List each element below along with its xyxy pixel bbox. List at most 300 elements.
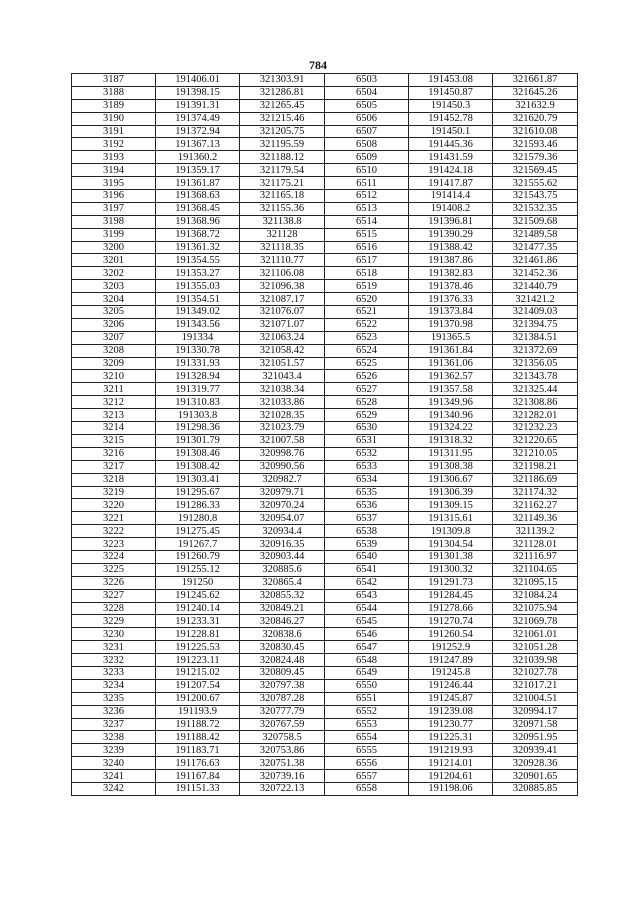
point-id-cell: 6514 bbox=[325, 215, 409, 228]
y-coordinate-cell: 321461.86 bbox=[493, 254, 578, 267]
point-id-cell: 6507 bbox=[325, 125, 409, 138]
y-coordinate-cell: 321610.08 bbox=[493, 125, 578, 138]
point-id-cell: 6553 bbox=[325, 718, 409, 731]
y-coordinate-cell: 321138.8 bbox=[240, 215, 325, 228]
point-id-cell: 3204 bbox=[72, 293, 156, 306]
table-row bbox=[72, 396, 578, 409]
x-coordinate-cell: 191328.94 bbox=[156, 370, 240, 383]
table-row bbox=[72, 370, 578, 383]
y-coordinate-cell: 321452.36 bbox=[493, 267, 578, 280]
x-coordinate-cell: 191286.33 bbox=[156, 499, 240, 512]
y-coordinate-cell: 321325.44 bbox=[493, 383, 578, 396]
x-coordinate-cell: 191353.27 bbox=[156, 267, 240, 280]
x-coordinate-cell: 191275.45 bbox=[156, 525, 240, 538]
point-id-cell: 3224 bbox=[72, 550, 156, 563]
point-id-cell: 3230 bbox=[72, 628, 156, 641]
point-id-cell: 3210 bbox=[72, 370, 156, 383]
point-id-cell: 6510 bbox=[325, 164, 409, 177]
y-coordinate-cell: 321543.75 bbox=[493, 190, 578, 203]
y-coordinate-cell: 320846.27 bbox=[240, 615, 325, 628]
x-coordinate-cell: 191306.39 bbox=[409, 486, 493, 499]
point-id-cell: 3195 bbox=[72, 177, 156, 190]
x-coordinate-cell: 191315.61 bbox=[409, 512, 493, 525]
y-coordinate-cell: 321593.46 bbox=[493, 138, 578, 151]
point-id-cell: 3207 bbox=[72, 331, 156, 344]
point-id-cell: 3188 bbox=[72, 86, 156, 99]
point-id-cell: 6504 bbox=[325, 86, 409, 99]
point-id-cell: 6527 bbox=[325, 383, 409, 396]
x-coordinate-cell: 191300.32 bbox=[409, 563, 493, 576]
y-coordinate-cell: 320797.38 bbox=[240, 679, 325, 692]
point-id-cell: 3242 bbox=[72, 782, 156, 795]
point-id-cell: 3218 bbox=[72, 473, 156, 486]
x-coordinate-cell: 191298.36 bbox=[156, 422, 240, 435]
y-coordinate-cell: 321421.2 bbox=[493, 293, 578, 306]
y-coordinate-cell: 320934.4 bbox=[240, 525, 325, 538]
x-coordinate-cell: 191151.33 bbox=[156, 782, 240, 795]
point-id-cell: 6555 bbox=[325, 744, 409, 757]
x-coordinate-cell: 191330.78 bbox=[156, 344, 240, 357]
x-coordinate-cell: 191245.62 bbox=[156, 589, 240, 602]
page-number: 784 bbox=[309, 58, 327, 72]
x-coordinate-cell: 191301.38 bbox=[409, 550, 493, 563]
x-coordinate-cell: 191408.2 bbox=[409, 202, 493, 215]
y-coordinate-cell: 321384.51 bbox=[493, 331, 578, 344]
x-coordinate-cell: 191378.46 bbox=[409, 280, 493, 293]
x-coordinate-cell: 191219.93 bbox=[409, 744, 493, 757]
point-id-cell: 3214 bbox=[72, 422, 156, 435]
x-coordinate-cell: 191230.77 bbox=[409, 718, 493, 731]
x-coordinate-cell: 191247.89 bbox=[409, 654, 493, 667]
y-coordinate-cell: 320849.21 bbox=[240, 602, 325, 615]
point-id-cell: 3219 bbox=[72, 486, 156, 499]
point-id-cell: 3233 bbox=[72, 666, 156, 679]
table-body bbox=[72, 74, 578, 796]
y-coordinate-cell: 321087.17 bbox=[240, 293, 325, 306]
y-coordinate-cell: 321051.28 bbox=[493, 641, 578, 654]
x-coordinate-cell: 191361.32 bbox=[156, 241, 240, 254]
y-coordinate-cell: 320767.59 bbox=[240, 718, 325, 731]
y-coordinate-cell: 321175.21 bbox=[240, 177, 325, 190]
x-coordinate-cell: 191309.15 bbox=[409, 499, 493, 512]
y-coordinate-cell: 321149.36 bbox=[493, 512, 578, 525]
x-coordinate-cell: 191308.42 bbox=[156, 460, 240, 473]
table-row bbox=[72, 125, 578, 138]
x-coordinate-cell: 191334 bbox=[156, 331, 240, 344]
y-coordinate-cell: 321017.21 bbox=[493, 679, 578, 692]
x-coordinate-cell: 191176.63 bbox=[156, 757, 240, 770]
point-id-cell: 6525 bbox=[325, 357, 409, 370]
table-row bbox=[72, 409, 578, 422]
point-id-cell: 6528 bbox=[325, 396, 409, 409]
y-coordinate-cell: 321555.62 bbox=[493, 177, 578, 190]
x-coordinate-cell: 191354.51 bbox=[156, 293, 240, 306]
point-id-cell: 3196 bbox=[72, 190, 156, 203]
x-coordinate-cell: 191228.81 bbox=[156, 628, 240, 641]
table-row bbox=[72, 383, 578, 396]
table-row bbox=[72, 538, 578, 551]
y-coordinate-cell: 321004.51 bbox=[493, 692, 578, 705]
table-row bbox=[72, 718, 578, 731]
point-id-cell: 3235 bbox=[72, 692, 156, 705]
x-coordinate-cell: 191360.2 bbox=[156, 151, 240, 164]
y-coordinate-cell: 320928.36 bbox=[493, 757, 578, 770]
y-coordinate-cell: 321039.98 bbox=[493, 654, 578, 667]
y-coordinate-cell: 321220.65 bbox=[493, 434, 578, 447]
point-id-cell: 3201 bbox=[72, 254, 156, 267]
point-id-cell: 6529 bbox=[325, 409, 409, 422]
y-coordinate-cell: 320979.71 bbox=[240, 486, 325, 499]
point-id-cell: 6509 bbox=[325, 151, 409, 164]
point-id-cell: 3236 bbox=[72, 705, 156, 718]
point-id-cell: 6508 bbox=[325, 138, 409, 151]
table-row bbox=[72, 318, 578, 331]
point-id-cell: 6531 bbox=[325, 434, 409, 447]
point-id-cell: 3237 bbox=[72, 718, 156, 731]
table-row bbox=[72, 74, 578, 87]
y-coordinate-cell: 320901.65 bbox=[493, 770, 578, 783]
y-coordinate-cell: 320758.5 bbox=[240, 731, 325, 744]
x-coordinate-cell: 191188.42 bbox=[156, 731, 240, 744]
y-coordinate-cell: 321061.01 bbox=[493, 628, 578, 641]
x-coordinate-cell: 191303.41 bbox=[156, 473, 240, 486]
point-id-cell: 6519 bbox=[325, 280, 409, 293]
point-id-cell: 6539 bbox=[325, 538, 409, 551]
point-id-cell: 3221 bbox=[72, 512, 156, 525]
point-id-cell: 6550 bbox=[325, 679, 409, 692]
x-coordinate-cell: 191382.83 bbox=[409, 267, 493, 280]
y-coordinate-cell: 321038.34 bbox=[240, 383, 325, 396]
point-id-cell: 3223 bbox=[72, 538, 156, 551]
point-id-cell: 3217 bbox=[72, 460, 156, 473]
point-id-cell: 6540 bbox=[325, 550, 409, 563]
y-coordinate-cell: 321063.24 bbox=[240, 331, 325, 344]
point-id-cell: 6535 bbox=[325, 486, 409, 499]
point-id-cell: 3213 bbox=[72, 409, 156, 422]
table-row bbox=[72, 190, 578, 203]
x-coordinate-cell: 191308.38 bbox=[409, 460, 493, 473]
x-coordinate-cell: 191372.94 bbox=[156, 125, 240, 138]
y-coordinate-cell: 321069.78 bbox=[493, 615, 578, 628]
point-id-cell: 6513 bbox=[325, 202, 409, 215]
x-coordinate-cell: 191280.8 bbox=[156, 512, 240, 525]
y-coordinate-cell: 321116.97 bbox=[493, 550, 578, 563]
table-row bbox=[72, 679, 578, 692]
y-coordinate-cell: 320855.32 bbox=[240, 589, 325, 602]
x-coordinate-cell: 191357.58 bbox=[409, 383, 493, 396]
y-coordinate-cell: 321162.27 bbox=[493, 499, 578, 512]
point-id-cell: 6557 bbox=[325, 770, 409, 783]
x-coordinate-cell: 191291.73 bbox=[409, 576, 493, 589]
y-coordinate-cell: 321569.45 bbox=[493, 164, 578, 177]
point-id-cell: 3200 bbox=[72, 241, 156, 254]
x-coordinate-cell: 191214.01 bbox=[409, 757, 493, 770]
point-id-cell: 6523 bbox=[325, 331, 409, 344]
y-coordinate-cell: 321661.87 bbox=[493, 74, 578, 87]
point-id-cell: 6505 bbox=[325, 99, 409, 112]
point-id-cell: 6506 bbox=[325, 112, 409, 125]
table-row bbox=[72, 576, 578, 589]
point-id-cell: 6549 bbox=[325, 666, 409, 679]
x-coordinate-cell: 191310.83 bbox=[156, 396, 240, 409]
x-coordinate-cell: 191406.01 bbox=[156, 74, 240, 87]
x-coordinate-cell: 191343.56 bbox=[156, 318, 240, 331]
table-row bbox=[72, 254, 578, 267]
table-row bbox=[72, 344, 578, 357]
x-coordinate-cell: 191331.93 bbox=[156, 357, 240, 370]
table-row bbox=[72, 112, 578, 125]
table-row bbox=[72, 460, 578, 473]
point-id-cell: 3228 bbox=[72, 602, 156, 615]
y-coordinate-cell: 320982.7 bbox=[240, 473, 325, 486]
point-id-cell: 3216 bbox=[72, 447, 156, 460]
x-coordinate-cell: 191391.31 bbox=[156, 99, 240, 112]
x-coordinate-cell: 191398.15 bbox=[156, 86, 240, 99]
y-coordinate-cell: 320722.13 bbox=[240, 782, 325, 795]
x-coordinate-cell: 191354.55 bbox=[156, 254, 240, 267]
y-coordinate-cell: 320838.6 bbox=[240, 628, 325, 641]
point-id-cell: 3206 bbox=[72, 318, 156, 331]
x-coordinate-cell: 191373.84 bbox=[409, 306, 493, 319]
table-row bbox=[72, 512, 578, 525]
y-coordinate-cell: 321075.94 bbox=[493, 602, 578, 615]
table-row bbox=[72, 99, 578, 112]
y-coordinate-cell: 320971.58 bbox=[493, 718, 578, 731]
y-coordinate-cell: 321118.35 bbox=[240, 241, 325, 254]
y-coordinate-cell: 320865.4 bbox=[240, 576, 325, 589]
x-coordinate-cell: 191396.81 bbox=[409, 215, 493, 228]
table-row bbox=[72, 357, 578, 370]
point-id-cell: 3192 bbox=[72, 138, 156, 151]
x-coordinate-cell: 191167.84 bbox=[156, 770, 240, 783]
x-coordinate-cell: 191450.3 bbox=[409, 99, 493, 112]
y-coordinate-cell: 321027.78 bbox=[493, 666, 578, 679]
x-coordinate-cell: 191359.17 bbox=[156, 164, 240, 177]
y-coordinate-cell: 321282.01 bbox=[493, 409, 578, 422]
x-coordinate-cell: 191414.4 bbox=[409, 190, 493, 203]
x-coordinate-cell: 191361.87 bbox=[156, 177, 240, 190]
x-coordinate-cell: 191245.87 bbox=[409, 692, 493, 705]
table-row bbox=[72, 241, 578, 254]
y-coordinate-cell: 321620.79 bbox=[493, 112, 578, 125]
x-coordinate-cell: 191215.02 bbox=[156, 666, 240, 679]
table-row bbox=[72, 666, 578, 679]
x-coordinate-cell: 191376.33 bbox=[409, 293, 493, 306]
y-coordinate-cell: 321632.9 bbox=[493, 99, 578, 112]
y-coordinate-cell: 321028.35 bbox=[240, 409, 325, 422]
table-row bbox=[72, 757, 578, 770]
table-row bbox=[72, 692, 578, 705]
point-id-cell: 6524 bbox=[325, 344, 409, 357]
x-coordinate-cell: 191267.7 bbox=[156, 538, 240, 551]
x-coordinate-cell: 191390.29 bbox=[409, 228, 493, 241]
table-row bbox=[72, 293, 578, 306]
point-id-cell: 3211 bbox=[72, 383, 156, 396]
x-coordinate-cell: 191431.59 bbox=[409, 151, 493, 164]
x-coordinate-cell: 191365.5 bbox=[409, 331, 493, 344]
x-coordinate-cell: 191450.1 bbox=[409, 125, 493, 138]
table-row bbox=[72, 589, 578, 602]
x-coordinate-cell: 191388.42 bbox=[409, 241, 493, 254]
point-id-cell: 6556 bbox=[325, 757, 409, 770]
point-id-cell: 6515 bbox=[325, 228, 409, 241]
x-coordinate-cell: 191301.79 bbox=[156, 434, 240, 447]
point-id-cell: 3226 bbox=[72, 576, 156, 589]
x-coordinate-cell: 191417.87 bbox=[409, 177, 493, 190]
x-coordinate-cell: 191309.8 bbox=[409, 525, 493, 538]
point-id-cell: 6542 bbox=[325, 576, 409, 589]
table-row bbox=[72, 86, 578, 99]
point-id-cell: 6546 bbox=[325, 628, 409, 641]
point-id-cell: 3227 bbox=[72, 589, 156, 602]
x-coordinate-cell: 191304.54 bbox=[409, 538, 493, 551]
point-id-cell: 3229 bbox=[72, 615, 156, 628]
y-coordinate-cell: 321579.36 bbox=[493, 151, 578, 164]
x-coordinate-cell: 191349.02 bbox=[156, 306, 240, 319]
y-coordinate-cell: 321007.58 bbox=[240, 434, 325, 447]
x-coordinate-cell: 191452.78 bbox=[409, 112, 493, 125]
table-row bbox=[72, 654, 578, 667]
point-id-cell: 3239 bbox=[72, 744, 156, 757]
point-id-cell: 3209 bbox=[72, 357, 156, 370]
x-coordinate-cell: 191260.79 bbox=[156, 550, 240, 563]
table-row bbox=[72, 267, 578, 280]
table-row bbox=[72, 422, 578, 435]
x-coordinate-cell: 191207.54 bbox=[156, 679, 240, 692]
table-row bbox=[72, 151, 578, 164]
y-coordinate-cell: 321645.26 bbox=[493, 86, 578, 99]
y-coordinate-cell: 321477.35 bbox=[493, 241, 578, 254]
point-id-cell: 6516 bbox=[325, 241, 409, 254]
x-coordinate-cell: 191308.46 bbox=[156, 447, 240, 460]
y-coordinate-cell: 320787.28 bbox=[240, 692, 325, 705]
table-row bbox=[72, 138, 578, 151]
x-coordinate-cell: 191252.9 bbox=[409, 641, 493, 654]
y-coordinate-cell: 321394.75 bbox=[493, 318, 578, 331]
y-coordinate-cell: 320954.07 bbox=[240, 512, 325, 525]
y-coordinate-cell: 321308.86 bbox=[493, 396, 578, 409]
y-coordinate-cell: 321188.12 bbox=[240, 151, 325, 164]
point-id-cell: 6532 bbox=[325, 447, 409, 460]
y-coordinate-cell: 321165.18 bbox=[240, 190, 325, 203]
y-coordinate-cell: 321286.81 bbox=[240, 86, 325, 99]
point-id-cell: 3189 bbox=[72, 99, 156, 112]
x-coordinate-cell: 191450.87 bbox=[409, 86, 493, 99]
x-coordinate-cell: 191278.66 bbox=[409, 602, 493, 615]
coordinates-table bbox=[71, 73, 578, 796]
y-coordinate-cell: 321215.46 bbox=[240, 112, 325, 125]
table-row bbox=[72, 434, 578, 447]
x-coordinate-cell: 191340.96 bbox=[409, 409, 493, 422]
x-coordinate-cell: 191239.08 bbox=[409, 705, 493, 718]
x-coordinate-cell: 191260.54 bbox=[409, 628, 493, 641]
x-coordinate-cell: 191198.06 bbox=[409, 782, 493, 795]
table-row bbox=[72, 563, 578, 576]
x-coordinate-cell: 191246.44 bbox=[409, 679, 493, 692]
point-id-cell: 3199 bbox=[72, 228, 156, 241]
table-row bbox=[72, 280, 578, 293]
y-coordinate-cell: 321023.79 bbox=[240, 422, 325, 435]
point-id-cell: 6533 bbox=[325, 460, 409, 473]
y-coordinate-cell: 321110.77 bbox=[240, 254, 325, 267]
point-id-cell: 6541 bbox=[325, 563, 409, 576]
y-coordinate-cell: 320990.56 bbox=[240, 460, 325, 473]
x-coordinate-cell: 191188.72 bbox=[156, 718, 240, 731]
point-id-cell: 6521 bbox=[325, 306, 409, 319]
table-row bbox=[72, 215, 578, 228]
x-coordinate-cell: 191362.57 bbox=[409, 370, 493, 383]
x-coordinate-cell: 191270.74 bbox=[409, 615, 493, 628]
x-coordinate-cell: 191374.49 bbox=[156, 112, 240, 125]
y-coordinate-cell: 321440.79 bbox=[493, 280, 578, 293]
y-coordinate-cell: 321128.01 bbox=[493, 538, 578, 551]
point-id-cell: 6520 bbox=[325, 293, 409, 306]
point-id-cell: 3212 bbox=[72, 396, 156, 409]
table-row bbox=[72, 782, 578, 795]
y-coordinate-cell: 320753.86 bbox=[240, 744, 325, 757]
x-coordinate-cell: 191355.03 bbox=[156, 280, 240, 293]
y-coordinate-cell: 320777.79 bbox=[240, 705, 325, 718]
x-coordinate-cell: 191424.18 bbox=[409, 164, 493, 177]
y-coordinate-cell: 321033.86 bbox=[240, 396, 325, 409]
point-id-cell: 6544 bbox=[325, 602, 409, 615]
y-coordinate-cell: 321532.35 bbox=[493, 202, 578, 215]
y-coordinate-cell: 321265.45 bbox=[240, 99, 325, 112]
y-coordinate-cell: 321071.07 bbox=[240, 318, 325, 331]
point-id-cell: 6511 bbox=[325, 177, 409, 190]
y-coordinate-cell: 320751.38 bbox=[240, 757, 325, 770]
point-id-cell: 3231 bbox=[72, 641, 156, 654]
x-coordinate-cell: 191319.77 bbox=[156, 383, 240, 396]
x-coordinate-cell: 191245.8 bbox=[409, 666, 493, 679]
table-row bbox=[72, 770, 578, 783]
point-id-cell: 3238 bbox=[72, 731, 156, 744]
y-coordinate-cell: 321174.32 bbox=[493, 486, 578, 499]
point-id-cell: 6545 bbox=[325, 615, 409, 628]
x-coordinate-cell: 191445.36 bbox=[409, 138, 493, 151]
y-coordinate-cell: 321128 bbox=[240, 228, 325, 241]
point-id-cell: 3191 bbox=[72, 125, 156, 138]
point-id-cell: 6543 bbox=[325, 589, 409, 602]
x-coordinate-cell: 191233.31 bbox=[156, 615, 240, 628]
x-coordinate-cell: 191349.96 bbox=[409, 396, 493, 409]
point-id-cell: 3205 bbox=[72, 306, 156, 319]
y-coordinate-cell: 321509.68 bbox=[493, 215, 578, 228]
point-id-cell: 6526 bbox=[325, 370, 409, 383]
y-coordinate-cell: 321095.15 bbox=[493, 576, 578, 589]
table-row bbox=[72, 499, 578, 512]
y-coordinate-cell: 321179.54 bbox=[240, 164, 325, 177]
table-row bbox=[72, 628, 578, 641]
point-id-cell: 6547 bbox=[325, 641, 409, 654]
x-coordinate-cell: 191453.08 bbox=[409, 74, 493, 87]
x-coordinate-cell: 191295.67 bbox=[156, 486, 240, 499]
y-coordinate-cell: 320809.45 bbox=[240, 666, 325, 679]
y-coordinate-cell: 321210.05 bbox=[493, 447, 578, 460]
x-coordinate-cell: 191225.31 bbox=[409, 731, 493, 744]
y-coordinate-cell: 321303.91 bbox=[240, 74, 325, 87]
x-coordinate-cell: 191200.67 bbox=[156, 692, 240, 705]
table-row bbox=[72, 641, 578, 654]
point-id-cell: 6552 bbox=[325, 705, 409, 718]
table-row bbox=[72, 177, 578, 190]
point-id-cell: 6512 bbox=[325, 190, 409, 203]
x-coordinate-cell: 191318.32 bbox=[409, 434, 493, 447]
table-row bbox=[72, 550, 578, 563]
table-row bbox=[72, 615, 578, 628]
point-id-cell: 6551 bbox=[325, 692, 409, 705]
y-coordinate-cell: 321076.07 bbox=[240, 306, 325, 319]
